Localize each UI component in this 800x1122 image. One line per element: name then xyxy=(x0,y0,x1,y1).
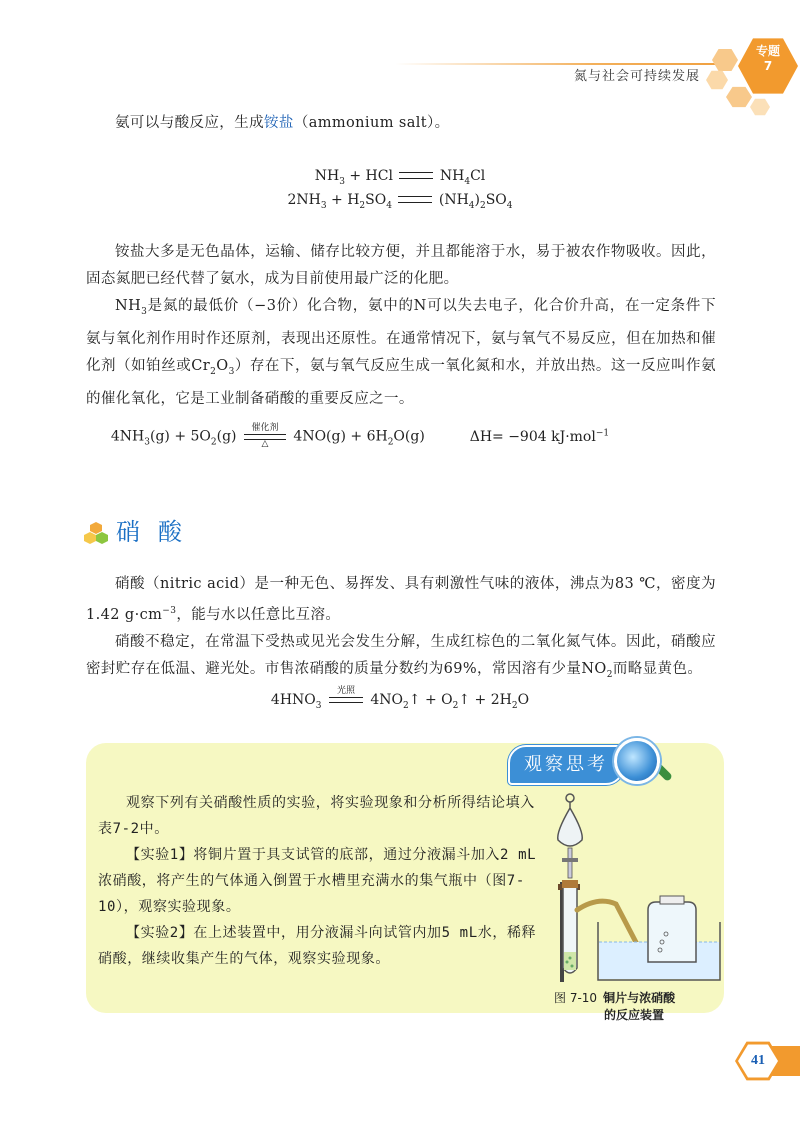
reaction-condition: 光照 xyxy=(329,697,363,703)
intro-text: 氨可以与酸反应，生成 xyxy=(115,115,264,131)
decor-hexagon xyxy=(712,48,738,72)
tube-liquid xyxy=(564,952,576,970)
paragraph-ammonia-reducing: $NH_3$是氮的最低价（−3价）化合物，氨中的N可以失去电子，化合价升高，在一定条件下氨与氧化剂作用时作还原剂，表现出还原性。在通常情况下，氨与氧气不易反应，但在加热和催化剂（如铂丝或$Cr_2O_3$）存在下，氨与氧气反应生成一氧化氮和水，并放出热。这一反应叫作氨的催化氧化，它是工业制备硝酸的重要反应之一。 xyxy=(86,298,716,407)
topic-number: 7 xyxy=(763,59,773,73)
equation-nh3-hcl: $NH_3$ + HCl $NH_4Cl$ xyxy=(314,168,486,187)
figure-number: 图 7-10 xyxy=(554,991,598,1005)
enthalpy-change: ΔH= −904 kJ·mol$^{-1}$ xyxy=(469,428,610,445)
gas-collection-bottle xyxy=(648,902,696,962)
body-paragraphs xyxy=(86,239,716,413)
reaction-condition: 催化剂 △ xyxy=(244,434,286,440)
funnel-stem xyxy=(568,848,572,878)
section-icon-cube xyxy=(96,532,108,544)
decor-hexagon xyxy=(726,86,752,108)
magnifier-icon xyxy=(614,738,660,784)
decor-hexagon xyxy=(706,70,728,90)
figure-caption-line2: 的反应装置 xyxy=(604,1008,665,1022)
intro-text-end: （ammonium salt）。 xyxy=(293,115,450,131)
paragraph-nitric-properties: 硝酸（nitric acid）是一种无色、易挥发、具有刺激性气味的液体，沸点为83 ℃，密度为1.42 $g\cdot cm^{-3}$，能与水以任意比互溶。 xyxy=(86,576,716,623)
experiment-1: 【实验1】将铜片置于具支试管的底部，通过分液漏斗加入2 mL浓硝酸，将产生的气体通入倒置于水槽里充满水的集气瓶中（图7-10），观察实验现象。 xyxy=(98,847,537,915)
topic-badge-label xyxy=(745,44,791,74)
test-tube-stopper xyxy=(562,880,578,888)
separatory-funnel xyxy=(558,802,583,846)
topic-word: 专题 xyxy=(755,44,780,58)
observe-think-tag: 观察思考 xyxy=(508,745,624,785)
observe-text xyxy=(98,790,538,972)
paragraph-ammonium-fertilizer: 铵盐大多是无色晶体，运输、储存比较方便，并且都能溶于水，易于被农作物吸收。因此，固态氮肥已经代替了氨水，成为目前使用最广泛的化肥。 xyxy=(86,244,716,287)
figure-caption-line1: 铜片与浓硝酸 xyxy=(603,991,676,1005)
observe-intro: 观察下列有关硝酸性质的实验，将实验现象和分析所得结论填入表7-2中。 xyxy=(98,795,535,837)
running-header-title: 氮与社会可持续发展 xyxy=(573,69,700,84)
figure-caption xyxy=(554,990,714,1024)
page-number: 41 xyxy=(751,1053,765,1068)
equation-catalytic-oxidation: $4NH_3(g) + 5O_2(g)$ 催化剂 △ $4NO(g) + 6H_2O(g)$ ΔH= −904 kJ·mol$^{-1}$ xyxy=(110,422,610,449)
experiment-2: 【实验2】在上述装置中，用分液漏斗向试管内加5 mL水，稀释硝酸，继续收集产生的气体，观察实验现象。 xyxy=(98,925,537,967)
decor-hexagon xyxy=(750,98,770,116)
paragraph-nitric-instability: 硝酸不稳定，在常温下受热或见光会发生分解，生成红棕色的二氧化氮气体。因此，硝酸应密封贮存在低温、避光处。市售浓硝酸的质量分数约为69%，常因溶有少量$NO_2$而略显黄色。 xyxy=(86,633,716,680)
section-icon-cube xyxy=(90,522,102,534)
section-title: 硝酸 xyxy=(116,518,200,546)
funnel-stopcock xyxy=(562,858,578,862)
apparatus-illustration xyxy=(548,792,724,994)
equation-nh3-h2so4: $2NH_3 + H_2SO_4$ $(NH_4)_2SO_4$ xyxy=(287,192,513,211)
nitric-acid-paragraphs xyxy=(86,571,716,689)
equation-hno3-decomposition: $4HNO_3$ 光照 $4NO_2↑$ + $O_2↑ + 2H_2O$ xyxy=(270,686,530,711)
intro-paragraph xyxy=(86,110,716,137)
funnel-stopper xyxy=(566,794,574,802)
term-ammonium-salt: 铵盐 xyxy=(264,115,294,131)
section-icon-cube xyxy=(84,532,96,544)
